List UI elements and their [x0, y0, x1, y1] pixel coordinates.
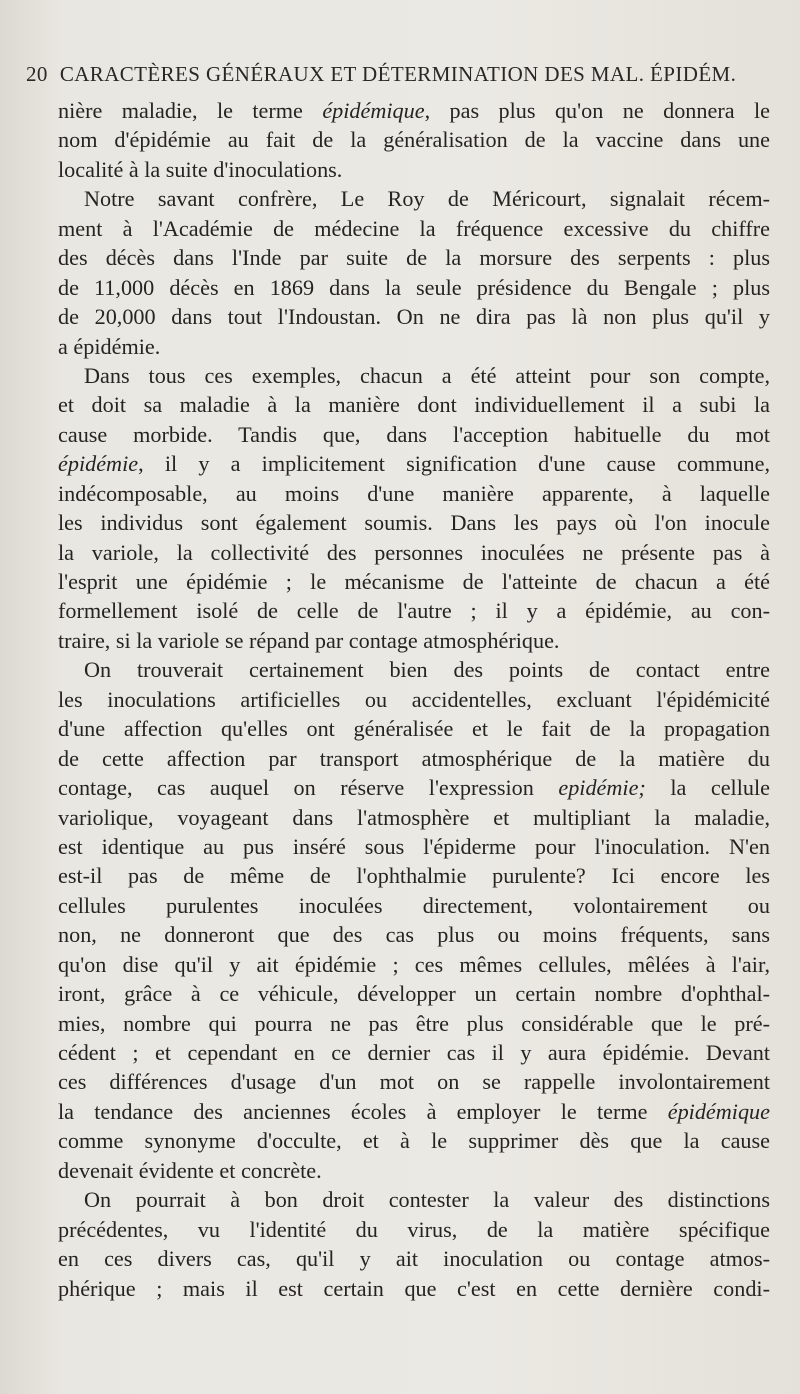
text-line — [58, 1097, 770, 1126]
text-line — [58, 685, 770, 714]
line-text: a épidémie. — [58, 333, 161, 359]
line-text: On pourrait à bon droit contester la valeur des distinctions — [84, 1187, 770, 1213]
text-line — [58, 273, 770, 302]
line-text: en ces divers cas, qu'il y ait inoculation ou contage atmos- — [58, 1246, 770, 1272]
text-line — [58, 891, 770, 920]
line-text: est-il pas de même de l'ophthalmie purulente? Ici encore les — [58, 863, 770, 889]
line-text-tail: , pas plus qu'on ne donnera le — [424, 98, 770, 123]
line-text: la tendance des anciennes écoles à employer le terme — [58, 1098, 668, 1124]
line-text: contage, cas auquel on réserve l'expression — [58, 775, 559, 801]
text-line — [58, 567, 770, 596]
text-line — [58, 596, 770, 625]
text-line — [58, 420, 770, 449]
line-text: cédent ; et cependant en ce dernier cas il y aura épidémie. Devant — [58, 1040, 770, 1065]
text-line — [58, 96, 770, 125]
text-line — [58, 626, 770, 655]
line-text: des décès dans l'Inde par suite de la morsure des serpents : plus — [58, 245, 770, 271]
text-line — [58, 361, 770, 390]
line-text: mies, nombre qui pourra ne pas être plus considérable que le pré- — [58, 1010, 770, 1036]
italic-term: épidémie — [58, 451, 139, 477]
line-text: localité à la suite d'inoculations. — [58, 156, 343, 182]
text-line — [58, 125, 770, 154]
line-text: et doit sa maladie à la manière dont individuellement il a subi la — [58, 392, 770, 418]
line-text: cause morbide. Tandis que, dans l'acception habituelle du mot — [58, 421, 770, 447]
text-line — [58, 803, 770, 832]
text-line — [58, 390, 770, 419]
text-line — [58, 655, 770, 684]
text-line — [58, 861, 770, 890]
line-text: de 11,000 décès en 1869 dans la seule présidence du Bengale ; plus — [58, 274, 770, 300]
line-text: d'une affection qu'elles ont généralisée et le fait de la propagation — [58, 716, 770, 742]
line-text: de 20,000 dans tout l'Indoustan. On ne dira pas là non plus qu'il y — [58, 304, 770, 330]
line-text: variolique, voyageant dans l'atmosphère et multipliant la maladie, — [58, 804, 770, 830]
line-text: traire, si la variole se répand par contage atmosphérique. — [58, 627, 560, 653]
line-text: ces différences d'usage d'un mot on se rappelle involontairement — [58, 1069, 770, 1095]
text-line — [58, 184, 770, 213]
running-title: CARACTÈRES GÉNÉRAUX ET DÉTERMINATION DES MAL. ÉPIDÉM. — [59, 62, 737, 86]
line-text: indécomposable, au moins d'une manière apparente, à laquelle — [58, 480, 770, 506]
line-text: précédentes, vu l'identité du virus, de la matière spécifique — [58, 1216, 770, 1242]
line-text: nom d'épidémie au fait de la généralisation de la vaccine dans une — [58, 127, 770, 153]
text-line — [58, 243, 770, 272]
text-line — [58, 773, 770, 802]
italic-term: épidémique — [667, 1098, 770, 1124]
text-line — [58, 1156, 770, 1185]
line-text: de cette affection par transport atmosphérique de la matière du — [58, 745, 770, 771]
line-text-tail: , il y a implicitement signification d'une cause commune, — [138, 451, 770, 477]
text-line — [58, 979, 770, 1008]
text-line — [58, 1244, 770, 1273]
line-text-tail: la cellule — [645, 775, 770, 801]
text-line — [58, 920, 770, 949]
line-text: la variole, la collectivité des personnes inoculées ne présente pas à — [58, 539, 770, 565]
text-line — [58, 1067, 770, 1096]
text-line — [58, 1009, 770, 1038]
line-text: ment à l'Académie de médecine la fréquence excessive du chiffre — [58, 215, 770, 241]
line-text: l'esprit une épidémie ; le mécanisme de l'atteinte de chacun a été — [58, 569, 770, 594]
text-line — [58, 155, 770, 184]
text-line — [58, 1215, 770, 1244]
text-line — [58, 479, 770, 508]
italic-term: épidémique — [322, 98, 425, 123]
text-line — [58, 832, 770, 861]
line-text: On trouverait certainement bien des points de contact entre — [84, 657, 770, 683]
line-text: iront, grâce à ce véhicule, développer un certain nombre d'ophthal- — [58, 981, 770, 1007]
line-text: devenait évidente et concrète. — [58, 1157, 322, 1183]
text-line — [58, 1126, 770, 1155]
text-line — [58, 1274, 770, 1303]
page-number: 20 — [26, 62, 48, 86]
line-text: les individus sont également soumis. Dans les pays où l'on inocule — [58, 510, 770, 536]
line-text: qu'on dise qu'il y ait épidémie ; ces mêmes cellules, mêlées à l'air, — [58, 951, 770, 977]
text-line — [58, 1038, 770, 1067]
line-text: nière maladie, le terme — [58, 98, 323, 123]
text-line — [58, 302, 770, 331]
text-line — [58, 950, 770, 979]
running-header — [26, 62, 766, 87]
line-text: formellement isolé de celle de l'autre ; il y a épidémie, au con- — [58, 598, 770, 624]
line-text: Dans tous ces exemples, chacun a été atteint pour son compte, — [84, 362, 770, 388]
italic-term: epidémie; — [558, 775, 646, 801]
text-line — [58, 714, 770, 743]
text-line — [58, 1185, 770, 1214]
line-text: cellules purulentes inoculées directement, volontairement ou — [58, 892, 770, 918]
line-text: comme synonyme d'occulte, et à le supprimer dès que la cause — [58, 1128, 770, 1154]
text-line — [58, 538, 770, 567]
line-text: est identique au pus inséré sous l'épiderme pour l'inoculation. N'en — [58, 833, 770, 859]
text-line — [58, 449, 770, 478]
line-text: phérique ; mais il est certain que c'est en cette dernière condi- — [58, 1275, 770, 1301]
line-text: les inoculations artificielles ou accidentelles, excluant l'épidémicité — [58, 686, 770, 712]
text-line — [58, 214, 770, 243]
text-line — [58, 508, 770, 537]
body-text — [58, 96, 770, 1303]
line-text: Notre savant confrère, Le Roy de Méricourt, signalait récem- — [84, 186, 770, 212]
text-line — [58, 744, 770, 773]
line-text: non, ne donneront que des cas plus ou moins fréquents, sans — [58, 922, 770, 948]
text-line — [58, 332, 770, 361]
